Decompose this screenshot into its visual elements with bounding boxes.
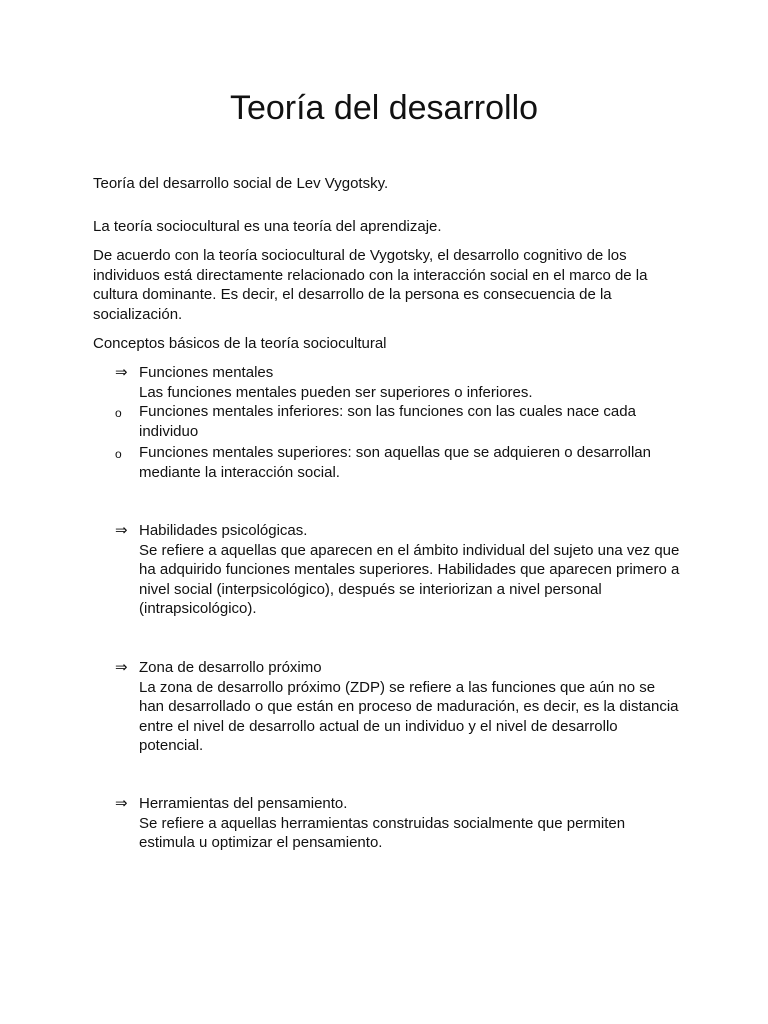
vygotsky-paragraph: De acuerdo con la teoría sociocultural de Vygotsky, el desarrollo cognitivo de los individuos está directamente relacionado con la interacción social en el marco de la cultura dominante. Es decir, el desarrollo de la persona es consecuencia de la socialización. xyxy=(93,247,648,323)
concept-heading: Zona de desarrollo próximo xyxy=(139,659,322,676)
concept-section-mental-functions xyxy=(93,363,683,483)
circle-bullet-icon: o xyxy=(115,446,122,461)
concept-body: La zona de desarrollo próximo (ZDP) se refiere a las funciones que aún no se han desarrollado o que están en proceso de maduración, es decir, es la distancia entre el nivel de desarrollo actual de un individuo y el nivel de desarrollo potencial. xyxy=(139,678,679,755)
arrow-bullet-icon: ⇒ xyxy=(115,363,128,381)
concept-section-thinking-tools xyxy=(93,794,683,853)
concept-heading: Herramientas del pensamiento. xyxy=(139,795,348,812)
list-item xyxy=(93,443,683,484)
sub-list xyxy=(93,402,683,483)
list-item xyxy=(93,658,683,756)
page-title: Teoría del desarrollo xyxy=(229,89,539,127)
intro-paragraph: Teoría del desarrollo social de Lev Vygotsky. xyxy=(93,175,389,192)
concept-body: Se refiere a aquellas herramientas construidas socialmente que permiten estimula u optimizar el pensamiento. xyxy=(139,814,626,852)
arrow-bullet-icon: ⇒ xyxy=(115,521,128,539)
concept-heading: Habilidades psicológicas. xyxy=(139,522,308,539)
concept-section-psychological-skills xyxy=(93,521,683,619)
sub-item-text: Funciones mentales inferiores: son las funciones con las cuales nace cada individuo xyxy=(139,403,636,441)
concept-heading: Funciones mentales xyxy=(139,364,274,381)
concept-body: Se refiere a aquellas que aparecen en el ámbito individual del sujeto una vez que ha adquirido funciones mentales superiores. Habilidades que aparecen primero a nivel social (interpsicológico), después se interiorizan a nivel personal (intrapsicológico). xyxy=(139,541,680,618)
sub-item-text: Funciones mentales superiores: son aquellas que se adquieren o desarrollan mediante la interacción social. xyxy=(139,443,651,482)
definition-paragraph: La teoría sociocultural es una teoría del aprendizaje. xyxy=(93,218,442,235)
list-item xyxy=(93,363,683,402)
concept-body: Las funciones mentales pueden ser superiores o inferiores. xyxy=(139,383,533,401)
circle-bullet-icon: o xyxy=(115,406,122,421)
arrow-bullet-icon: ⇒ xyxy=(115,658,128,676)
arrow-bullet-icon: ⇒ xyxy=(115,794,128,812)
list-item xyxy=(93,521,683,619)
concepts-heading: Conceptos básicos de la teoría sociocultural xyxy=(93,335,387,352)
list-item xyxy=(93,794,683,853)
list-item xyxy=(93,402,683,443)
concept-section-proximal-zone xyxy=(93,658,683,756)
